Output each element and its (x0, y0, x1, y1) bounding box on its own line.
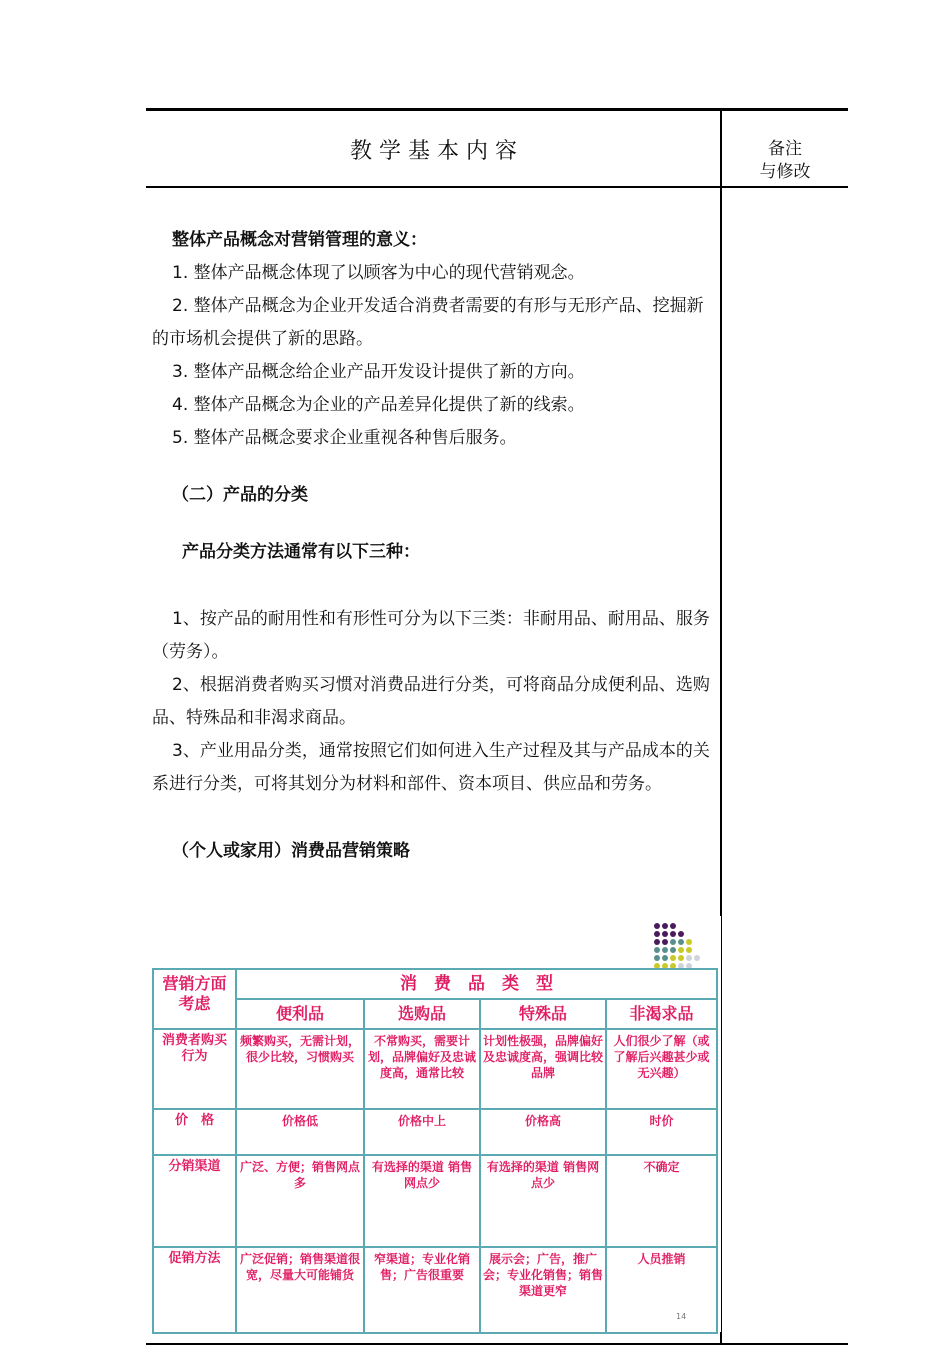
table-cell: 不确定 (606, 1155, 717, 1247)
heading-methods: 产品分类方法通常有以下三种： (182, 542, 420, 562)
heading-consumer-strategy: （个人或家用）消费品营销策略 (172, 841, 410, 861)
table-row (153, 1029, 717, 1109)
corner-cell: 营销方面考虑 (153, 969, 236, 1029)
consumer-goods-table (152, 968, 718, 1334)
column-title: 教 学 基 本 内 容 (350, 139, 517, 164)
group-header: 消 费 品 类 型 (236, 969, 717, 999)
table-cell: 计划性极强，品牌偏好及忠诚度高，强调比较品牌 (480, 1029, 606, 1109)
col-header-unsought: 非渴求品 (606, 999, 717, 1029)
bottom-rule (146, 1343, 848, 1345)
table-cell: 展示会；广告，推广会；专业化销售；销售渠道更窄 (480, 1247, 606, 1333)
class-1: 1、按产品的耐用性和有形性可分为以下三类：非耐用品、耐用品、服务（劳务）。 (152, 609, 710, 662)
row-label: 价 格 (153, 1109, 236, 1155)
row-label: 消费者购买行为 (153, 1029, 236, 1109)
table-cell: 广泛、方便；销售网点多 (236, 1155, 364, 1247)
class-2: 2、根据消费者购买习惯对消费品进行分类，可将商品分成便利品、选购品、特殊品和非渴求商品。 (152, 675, 710, 728)
point-1: 1. 整体产品概念体现了以顾客为中心的现代营销观念。 (172, 263, 585, 283)
table-row (153, 1247, 717, 1333)
heading-classification: （二）产品的分类 (172, 485, 308, 505)
row-label: 促销方法 (153, 1247, 236, 1333)
main-content (152, 224, 718, 868)
remark-column-title (723, 138, 847, 184)
remark-line-1: 备注 (768, 139, 802, 159)
col-header-shopping: 选购品 (364, 999, 480, 1029)
table-cell: 时价 (606, 1109, 717, 1155)
point-4: 4. 整体产品概念为企业的产品差异化提供了新的线索。 (172, 395, 585, 415)
table-cell: 有选择的渠道 销售网点少 (364, 1155, 480, 1247)
table-cell: 价格中上 (364, 1109, 480, 1155)
table-cell: 不常购买，需要计划，品牌偏好及忠诚度高，通常比较 (364, 1029, 480, 1109)
heading-significance: 整体产品概念对营销管理的意义： (172, 230, 427, 250)
point-2: 2. 整体产品概念为企业开发适合消费者需要的有形与无形产品、挖掘新的市场机会提供了新的思路。 (152, 296, 704, 349)
row-label: 分销渠道 (153, 1155, 236, 1247)
table-row (153, 1109, 717, 1155)
table-cell: 人们很少了解（或了解后兴趣甚少或无兴趣） (606, 1029, 717, 1109)
table-cell: 窄渠道；专业化销售；广告很重要 (364, 1247, 480, 1333)
table-cell: 有选择的渠道 销售网点少 (480, 1155, 606, 1247)
consumer-goods-slide (146, 916, 721, 1332)
slide-page-number: 14 (676, 1312, 687, 1321)
table-cell: 人员推销 (606, 1247, 717, 1333)
col-header-convenience: 便利品 (236, 999, 364, 1029)
remark-line-2: 与修改 (759, 162, 811, 182)
point-5: 5. 整体产品概念要求企业重视各种售后服务。 (172, 428, 517, 448)
class-3: 3、产业用品分类，通常按照它们如何进入生产过程及其与产品成本的关系进行分类，可将其划分为材料和部件、资本项目、供应品和劳务。 (152, 741, 710, 794)
table-cell: 价格高 (480, 1109, 606, 1155)
top-rule (146, 108, 848, 111)
header-bottom-rule (146, 186, 848, 188)
point-3: 3. 整体产品概念给企业产品开发设计提供了新的方向。 (172, 362, 585, 382)
table-row (153, 1155, 717, 1247)
table-cell: 广泛促销；销售渠道很宽，尽量大可能铺货 (236, 1247, 364, 1333)
col-header-specialty: 特殊品 (480, 999, 606, 1029)
table-cell: 频繁购买，无需计划，很少比较，习惯购买 (236, 1029, 364, 1109)
table-cell: 价格低 (236, 1109, 364, 1155)
